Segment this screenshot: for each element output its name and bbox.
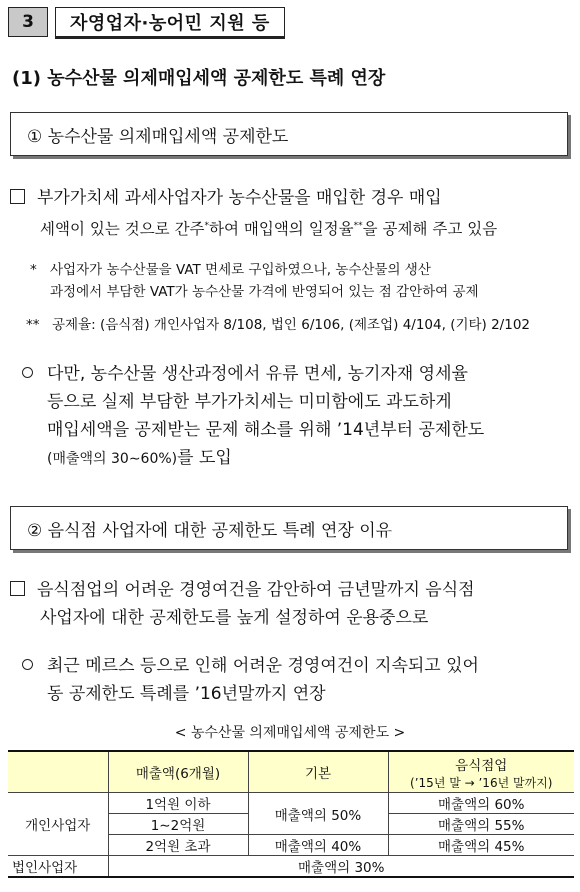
paragraph-1-text-2c: 을 공제해 주고 있음 <box>362 220 498 239</box>
footnote-ref-2: ** <box>353 221 363 231</box>
footnote-ref-1: * <box>204 221 210 231</box>
paragraph-1-text-1: 부가가치세 과세사업자가 농수산물을 매입한 경우 매입 <box>37 188 442 208</box>
table-header-restaurant <box>388 751 574 793</box>
footnote-2-mark: ** <box>26 317 40 333</box>
circle-bullet-icon <box>22 659 33 670</box>
square-bullet-icon <box>10 581 25 596</box>
table-row <box>8 856 574 878</box>
circle-bullet-icon <box>22 367 33 378</box>
table-caption: < 농수산물 의제매입세액 공제한도 > <box>174 725 406 741</box>
subheading: (1) 농수산물 의제매입세액 공제한도 특례 연장 <box>12 68 386 89</box>
table-cell-basic-lower: 매출액의 40% <box>248 835 388 856</box>
deduction-limit-table <box>8 750 574 878</box>
square-bullet-icon <box>10 189 25 204</box>
paragraph-2 <box>22 360 484 473</box>
paragraph-1-line-1 <box>10 184 497 212</box>
table-header-sales: 매출액(6개월) <box>108 751 248 793</box>
table-header-basic: 기본 <box>248 751 388 793</box>
paragraph-3-text-1: 음식점업의 어려운 경영여건을 감안하여 금년말까지 음식점 <box>37 580 475 600</box>
topic-box-1 <box>10 112 568 156</box>
paragraph-2-text-3: 매입세액을 공제받는 문제 해소를 위해 ’14년부터 공제한도 <box>47 420 485 440</box>
table-cell-sales: 2억원 초과 <box>108 835 248 856</box>
section-title: 자영업자·농어민 지원 등 <box>55 7 285 39</box>
section-header <box>8 7 285 37</box>
section-number: 3 <box>8 7 48 37</box>
paragraph-4-text-2: 동 공제한도 특례를 ’16년말까지 연장 <box>47 684 326 704</box>
paragraph-2-line-4 <box>22 444 484 473</box>
table-individual-label: 개인사업자 <box>8 793 108 856</box>
footnote-1 <box>30 259 479 303</box>
table-header-restaurant-sub: (’15년 말 → ’16년 말까지) <box>410 775 553 790</box>
paragraph-2-line-1 <box>22 360 484 388</box>
paragraph-2-text-4a: (매출액의 30∼60%) <box>47 451 178 467</box>
table-cell-restaurant: 매출액의 60% <box>388 793 574 814</box>
table-cell-restaurant: 매출액의 55% <box>388 814 574 835</box>
table-corporate-value: 매출액의 30% <box>108 856 574 878</box>
paragraph-1-line-2 <box>10 212 497 243</box>
paragraph-2-text-2: 등으로 실제 부담한 부가가치세는 미미함에도 과도하게 <box>47 392 452 412</box>
paragraph-2-text-4b: 를 도입 <box>177 448 232 468</box>
table-cell-sales: 1억원 이하 <box>108 793 248 814</box>
table-header-row <box>8 751 574 793</box>
footnote-1-text-2: 과정에서 부담한 VAT가 농수산물 가격에 반영되어 있는 점 감안하여 공제 <box>50 284 479 300</box>
paragraph-1-text-2b: 하여 매입액의 일정율 <box>209 220 354 239</box>
table-cell-basic-upper: 매출액의 50% <box>248 793 388 835</box>
footnote-2-text: 공제율: (음식점) 개인사업자 8/108, 법인 6/106, (제조업) 4/104, (기타) 2/102 <box>52 317 531 333</box>
paragraph-4-line-1 <box>22 652 479 680</box>
topic-box-2-text: ② 음식점 사업자에 대한 공제한도 특례 연장 이유 <box>27 520 393 541</box>
footnote-1-text-1: 사업자가 농수산물을 VAT 면세로 구입하였으나, 농수산물의 생산 <box>50 262 431 278</box>
topic-box-2 <box>10 506 568 550</box>
footnote-2 <box>26 314 530 336</box>
paragraph-4 <box>22 652 479 708</box>
paragraph-3 <box>10 576 475 632</box>
topic-box-1-text: ① 농수산물 의제매입세액 공제한도 <box>27 126 289 147</box>
paragraph-3-line-1 <box>10 576 475 604</box>
paragraph-3-text-2: 사업자에 대한 공제한도를 높게 설정하여 운용중으로 <box>40 608 429 628</box>
paragraph-1 <box>10 184 497 243</box>
table-header-restaurant-title: 음식점업 <box>455 757 508 774</box>
paragraph-2-text-1: 다만, 농수산물 생산과정에서 유류 면세, 농기자재 영세율 <box>47 364 468 384</box>
table-header-empty <box>8 751 108 793</box>
paragraph-1-text-2a: 세액이 있는 것으로 간주 <box>40 220 205 239</box>
table-cell-restaurant: 매출액의 45% <box>388 835 574 856</box>
paragraph-4-text-1: 최근 메르스 등으로 인해 어려운 경영여건이 지속되고 있어 <box>47 656 479 676</box>
footnote-1-mark: * <box>30 262 37 278</box>
table-row <box>8 793 574 814</box>
table-corporate-label: 법인사업자 <box>8 856 108 878</box>
table-cell-sales: 1∼2억원 <box>108 814 248 835</box>
